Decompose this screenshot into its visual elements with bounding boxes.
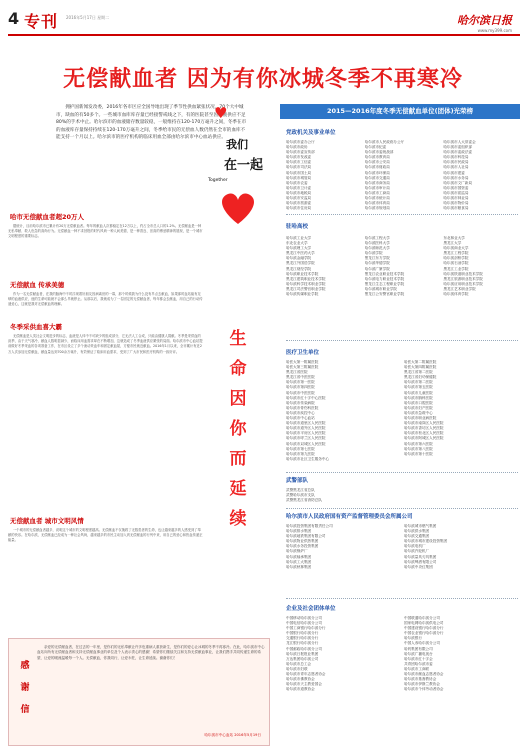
unit-name: 哈尔滨市国土局 <box>286 170 312 175</box>
article-paragraph-2: 作为一名无偿献血者，在我的脑海中不时浮现着好朋友因病离世的一幕，那个时候我为什么没有早点去献血，如果那时血站能有足够的血液供应，他的生命可能就不会那么早就停止。从那以后，我就成为了一名固定的无偿献血者，每年都会去献血，用自己的行动传递爱心，这就是我对无偿献血的理解。 <box>8 292 203 307</box>
thanks-text: 亲爱的无偿献血者，在过去的一年里，是你们的无私奉献让许多危重病人重获新生，是你们的爱心让冰城的冬季不再寒冷。在此，哈尔滨市中心血站向所有无偿献血者和支持无偿献血事业的单位及个人表示衷心的感谢！希望你们继续关注和支持无偿献血事业，让我们携手共同传递生命的希望，让爱的暖流温暖每一个人。无偿献血，你我同行，让爱永驻，让生命延续。谢谢你们！ <box>37 645 265 660</box>
unit-name: 哈尔滨市委统战部 <box>364 150 394 155</box>
unit-name: 哈尔滨商业大学 <box>443 246 469 251</box>
unit-name: 哈尔滨市人大常委会 <box>443 140 476 144</box>
unit-name: 东北农业大学 <box>286 241 308 246</box>
unit-name: 哈尔滨市纪委 <box>364 145 387 150</box>
article-paragraph-1: 据统计，目前哈尔滨市已累计有20万无偿献血者。每年的献血人次都稳定在12万以上，约占全市总人口的1.2%。无偿献血是一种无私奉献、救人危急的高尚行为。无偿献血一种不求回报的时代风尚一种人间美德，是一种善良、崇高的博爱精神的展现，是一个城市文明程度的重要标志。 <box>8 224 203 239</box>
unit-name: 哈尔滨电力职业技术学院 <box>364 276 405 281</box>
unit-name: 哈尔滨银行 <box>404 636 422 641</box>
unit-name: 哈尔滨市发改委 <box>286 155 312 160</box>
divider <box>286 214 518 215</box>
unit-name: 哈尔滨市委办公厅 <box>286 140 315 144</box>
unit-name: 哈尔滨市统计局 <box>364 196 390 201</box>
heart-hands-icon <box>216 188 260 228</box>
unit-name: 哈尔滨市体育局 <box>364 201 390 206</box>
unit-name: 哈尔滨市第十医院 <box>404 451 433 456</box>
unit-name: 哈医大第一附属医院 <box>286 360 319 364</box>
unit-name: 黑龙江省中医医院 <box>286 375 315 380</box>
unit-name: 哈尔滨传媒职业学院 <box>286 292 319 297</box>
unit-name: 哈尔滨市地税局 <box>286 190 312 195</box>
unit-name: 哈尔滨市传染病院 <box>286 400 315 405</box>
unit-name: 黑龙江省第二医院 <box>404 370 433 375</box>
unit-name: 哈尔滨市呼兰区人民医院 <box>286 436 326 441</box>
unit-name: 哈尔滨市政协 <box>286 145 308 150</box>
unit-name: 哈尔滨市人民政府办公厅 <box>364 140 405 144</box>
unit-name: 哈尔滨市献血志愿者协会 <box>404 672 444 677</box>
poster-together: Together <box>208 178 228 183</box>
unit-name: 哈尔滨市平房区人民医院 <box>286 431 326 436</box>
unit-name: 哈尔滨市妇联 <box>286 666 308 671</box>
unit-name: 交通银行哈尔滨分行 <box>286 636 319 641</box>
unit-name: 万达集团哈尔滨公司 <box>286 656 319 661</box>
divider <box>286 598 518 599</box>
unit-name: 中国电信哈尔滨分公司 <box>286 621 322 626</box>
unit-name: 哈尔滨啤酒有限公司 <box>404 559 437 564</box>
unit-name: 哈尔滨市林业局 <box>443 196 469 201</box>
article-paragraph-3: 无偿献血是人类社会文明进步的标志，血液是人体中不可缺少的组成部分，它无法人工合成，只能由健康人捐献。冬季是采供血的淡季，由于天气寒冷，献血人数明显减少，而临床用血需求却在不断增加，这就造成了冬季血液供应紧张的局面。哈尔滨市中心血站提前做好冬季采血的各项准备工作，在市区设立了多个流动采血车和固定献血屋，方便市民就近献血。2016年1月以来，全市累计有近2万人次参加无偿献血，献血量达到700余万毫升，有效保证了临床用血需求，受到了广大市民和医疗机构的一致好评。 <box>8 334 203 354</box>
group-list-gov <box>286 140 518 211</box>
unit-name: 哈尔滨市教育局 <box>364 155 390 160</box>
unit-name: 哈尔滨汽轮机厂 <box>404 549 430 554</box>
unit-name: 哈尔滨市城市建设投资集团 <box>404 539 448 544</box>
unit-name: 哈尔滨市第九医院 <box>286 451 315 456</box>
unit-name: 哈尔滨体育学院 <box>443 292 469 297</box>
unit-name: 哈尔滨市职业病医院 <box>404 416 437 421</box>
unit-name: 中国建设银行哈尔滨分行 <box>404 626 444 631</box>
unit-name: 龙江银行哈尔滨分行 <box>286 641 319 646</box>
unit-name: 哈尔滨市第一医院 <box>286 380 315 385</box>
unit-name: 哈尔滨市粮食局 <box>443 206 469 211</box>
header-divider <box>8 34 520 36</box>
unit-name: 哈尔滨市儿童医院 <box>404 390 433 395</box>
unit-name: 哈尔滨华德学院 <box>364 261 390 266</box>
unit-name: 黑龙江大学 <box>443 241 462 246</box>
unit-name: 哈尔滨市红十字会 <box>404 656 433 661</box>
unit-name: 哈尔滨市骨伤科医院 <box>286 405 319 410</box>
unit-name: 黑龙江工业学院 <box>443 266 469 271</box>
unit-name: 哈尔滨投资集团有限责任公司 <box>286 524 333 528</box>
unit-name: 中国邮政哈尔滨分公司 <box>286 646 322 651</box>
unit-name: 哈尔滨市总工会 <box>286 661 312 666</box>
unit-name: 哈尔滨市建委 <box>443 170 465 175</box>
website-url[interactable]: www.my399.com <box>477 28 512 33</box>
group-title-soe: 哈尔滨市人民政府国有资产监督管理委员会所属公司 <box>286 514 413 520</box>
thanks-signature: 哈尔滨市中心血站 2016年5月19日 <box>204 733 261 737</box>
unit-name: 哈尔滨市红十字中心医院 <box>286 395 326 400</box>
unit-name: 黑龙江建筑职业技术学院 <box>286 276 326 281</box>
unit-name: 哈尔滨市道教协会 <box>286 687 315 692</box>
group-title-armed-police: 武警部队 <box>286 478 309 484</box>
unit-name: 哈尔滨市妇产医院 <box>404 405 433 410</box>
heart-icon: ♥ <box>214 104 228 122</box>
group-list-soe <box>286 524 518 570</box>
unit-name: 哈医大第二附属医院 <box>404 360 437 364</box>
unit-name: 东北林业大学 <box>443 236 465 240</box>
unit-name: 哈尔滨市委政法委 <box>443 150 473 155</box>
unit-name: 哈尔滨市规划局 <box>364 206 390 211</box>
unit-name: 哈尔滨市第七医院 <box>286 446 315 451</box>
poster-line-1: 我们 <box>226 138 248 151</box>
unit-name: 哈尔滨市文广新局 <box>443 180 473 185</box>
unit-name: 中国人寿哈尔滨分公司 <box>404 641 440 646</box>
unit-name: 哈尔滨市水务局 <box>443 175 469 180</box>
unit-name: 哈尔滨市道里区人民医院 <box>286 421 326 426</box>
issue-date: 2016年5月17日 星期二 <box>66 15 110 20</box>
unit-name: 黑龙江公安警官职业学院 <box>364 292 405 297</box>
unit-name: 哈尔滨市香坊区人民医院 <box>404 426 444 431</box>
unit-name: 哈尔滨排水集团 <box>286 529 312 534</box>
section-heading-1: 哈市无偿献血者超20万人 <box>10 213 85 221</box>
unit-name: 哈尔滨市商务局 <box>364 180 390 185</box>
unit-name: 哈尔滨市交通局 <box>364 175 390 180</box>
unit-name: 哈尔滨城市职业学院 <box>364 286 397 291</box>
unit-name: 黑龙江省医院 <box>286 370 308 375</box>
unit-name: 哈尔滨市卫计委 <box>286 185 312 190</box>
unit-name: 哈尔滨市物价局 <box>443 201 469 206</box>
unit-name: 哈尔滨铁道职业技术学院 <box>443 271 483 276</box>
unit-name: 哈尔滨电机厂 <box>404 544 426 549</box>
unit-name: 哈尔滨市天主教爱国会 <box>286 682 322 687</box>
unit-name: 哈药集团有限公司 <box>404 646 433 651</box>
unit-name: 哈尔滨市委组织部 <box>443 145 473 150</box>
unit-name: 哈尔滨市急救中心 <box>404 410 433 415</box>
unit-name: 哈尔滨市工信委 <box>286 160 312 165</box>
unit-name: 哈尔滨市第八医院 <box>404 446 433 451</box>
unit-name: 哈尔滨市审计局 <box>364 185 390 190</box>
unit-name: 哈尔滨量具刃具集团 <box>404 554 437 559</box>
article-paragraph-4: 一个城市的无偿献血者越多，说明这个城市的文明程度越高。无偿献血不仅挽救了无数患者的生命，也让越来越多的人感受到了奉献的快乐。在哈尔滨，无偿献血已经成为一种社会风尚，越来越多的市民主动加入到无偿献血的行列中来，用自己的爱心和热血传递正能量。 <box>8 528 203 543</box>
unit-name: 哈尔滨市委宣传部 <box>286 150 315 155</box>
thanks-label: 感谢信 <box>20 661 30 715</box>
newspaper-logo: 哈尔滨日报 <box>457 14 512 27</box>
unit-name: 哈尔滨市松北区人民医院 <box>404 431 444 436</box>
divider <box>286 472 518 473</box>
unit-name: 中国银行哈尔滨分行 <box>286 631 319 636</box>
unit-name: 哈尔滨市双城区人民医院 <box>286 441 326 446</box>
unit-name: 哈尔滨物业供热集团 <box>286 539 319 544</box>
page-number: 4 <box>8 9 20 28</box>
unit-name: 哈尔滨市中心血站 <box>286 416 315 421</box>
unit-name: 哈尔滨市第六医院 <box>404 441 433 446</box>
unit-name: 哈尔滨市口腔医院 <box>404 400 433 405</box>
honor-roll-banner: 2015—2016年度冬季无偿献血单位(团体)光荣榜 <box>280 104 520 119</box>
unit-name: 哈尔滨工大集团 <box>286 559 312 564</box>
divider <box>286 340 518 341</box>
unit-name: 哈尔滨市民政局 <box>443 160 469 165</box>
unit-name: 哈尔滨市疾控中心 <box>286 410 315 415</box>
unit-name: 哈尔滨科学技术职业学院 <box>286 281 326 286</box>
poster-line-2: 在一起 <box>224 158 264 173</box>
unit-name: 哈尔滨石油学院 <box>443 261 469 266</box>
unit-name: 中国移动哈尔滨分公司 <box>286 616 322 620</box>
divider <box>286 508 518 509</box>
unit-name: 哈尔滨供水集团 <box>404 529 430 534</box>
unit-name: 哈尔滨市个体劳动者协会 <box>404 687 444 692</box>
unit-name: 哈尔滨市司法局 <box>286 165 312 170</box>
unit-name: 哈尔滨市国资委 <box>443 185 469 190</box>
unit-name: 哈尔滨市第二医院 <box>404 380 433 385</box>
unit-name: 哈尔滨市道外区人民医院 <box>286 426 326 431</box>
unit-name: 黑龙江财经学院 <box>286 266 312 271</box>
unit-name: 哈尔滨市第四医院 <box>286 385 315 390</box>
unit-name: 哈尔滨市环保局 <box>364 170 390 175</box>
group-title-enterprises: 企业及社会团体单位 <box>286 606 336 612</box>
unit-name: 哈尔滨市工商联 <box>404 666 430 671</box>
page-header <box>0 0 526 44</box>
unit-name: 国家电网哈尔滨供电公司 <box>404 621 444 626</box>
unit-name: 哈尔滨市青年志愿者协会 <box>286 672 326 677</box>
group-list-universities <box>286 236 518 297</box>
unit-name: 哈尔滨医科大学 <box>364 241 390 246</box>
unit-name: 黑龙江省妇幼保健院 <box>404 375 437 380</box>
group-title-medical: 医疗卫生单位 <box>286 350 320 356</box>
unit-name: 哈尔滨市南岗区人民医院 <box>404 421 444 426</box>
unit-name: 武警黑龙江省总队 <box>286 488 315 492</box>
unit-name: 哈尔滨日报报业集团 <box>286 651 319 656</box>
unit-name: 哈尔滨市旅游委 <box>286 201 312 206</box>
section-heading-3: 冬季采供血喜大霸 <box>10 323 62 331</box>
unit-name: 哈尔滨金融学院 <box>286 256 312 261</box>
unit-name: 哈尔滨剑桥学院 <box>443 256 469 261</box>
poster-graphic <box>206 104 270 634</box>
unit-name: 黑龙江艺术职业学院 <box>443 286 476 291</box>
group-list-enterprises <box>286 616 518 692</box>
unit-name: 哈尔滨学院 <box>364 251 383 256</box>
unit-name: 哈尔滨市工商局 <box>364 190 390 195</box>
unit-name: 中国工商银行哈尔滨分行 <box>286 626 326 631</box>
unit-name: 黑龙江外国语学院 <box>286 261 315 266</box>
unit-name: 哈尔滨市社区卫生服务中心 <box>286 456 330 461</box>
headline: 无偿献血者 因为有你冰城冬季不再寒冷 <box>63 67 463 92</box>
unit-name: 共青团哈尔滨市委 <box>404 661 433 666</box>
intro-text: 拥护国新闻发改委，2016年各市区应全国导地出现了季节性供血紧张状况，70个大中城市，缺血的有50多个。一些城市血库库存量已经接警戒线之下，有的医院甚至因血液供应不足80%的手术中止。哈尔滨市的血液储存数量较稳，一般维持在120-170万毫升之间，冬季在市的血液库存量保持持续在120-170万毫升之间，冬季给市民的无偿血人数仍然在全市的血库不能支持一个月以上。哈尔滨市的医疗机构的临床用血全部由哈尔滨市中心血站供应。 <box>56 105 247 140</box>
thanks-letter <box>8 638 270 746</box>
unit-name: 哈尔滨交通集团 <box>404 534 430 539</box>
unit-name: 哈尔滨市胸科医院 <box>404 395 433 400</box>
unit-name: 哈尔滨地铁集团有限公司 <box>286 534 326 539</box>
unit-name: 哈医大第三附属医院 <box>286 365 319 370</box>
unit-name: 哈尔滨市佛教协会 <box>286 677 315 682</box>
unit-name: 哈尔滨师范大学 <box>364 246 390 251</box>
unit-name: 黑龙江生态工程职业学院 <box>364 281 405 286</box>
unit-name: 哈尔滨广播电视台 <box>404 651 433 656</box>
unit-name: 哈尔滨广厦学院 <box>364 266 390 271</box>
group-list-medical <box>286 360 518 462</box>
group-title-gov: 党政机关及事业单位 <box>286 130 336 136</box>
section-heading-2: 无偿献血 传承美德 <box>10 281 65 289</box>
unit-name: 哈尔滨工程大学 <box>364 236 390 240</box>
unit-name: 哈尔滨市城管局 <box>286 175 312 180</box>
unit-name: 哈尔滨水务投资集团 <box>286 544 319 549</box>
unit-name: 哈尔滨市科技局 <box>443 155 469 160</box>
column-name: 专刊 <box>24 12 59 31</box>
section-heading-4: 无偿献血者 城市文明风情 <box>10 517 84 525</box>
unit-name: 哈尔滨市第五医院 <box>404 385 433 390</box>
unit-name: 哈尔滨市中医医院 <box>286 390 315 395</box>
group-title-universities: 驻哈高校 <box>286 224 309 230</box>
unit-name: 哈尔滨市阿城区人民医院 <box>404 436 444 441</box>
unit-name: 哈尔滨理工大学 <box>286 246 312 251</box>
unit-name: 哈尔滨应用职业技术学院 <box>443 281 483 286</box>
unit-name: 武警哈尔滨市支队 <box>286 493 315 498</box>
unit-name: 黑龙江东方学院 <box>364 256 390 261</box>
unit-name: 中国农业银行哈尔滨分行 <box>404 631 444 636</box>
unit-name: 哈尔滨秋林集团 <box>286 564 312 569</box>
unit-name: 哈尔滨市安监局 <box>286 196 312 201</box>
unit-name: 黑龙江司法警官职业学院 <box>286 286 326 291</box>
unit-name: 哈尔滨市伊斯兰教协会 <box>404 682 440 687</box>
unit-name: 武警黑龙江省消防总队 <box>286 498 322 503</box>
unit-name: 哈尔滨锅炉厂 <box>286 549 308 554</box>
unit-name: 哈尔滨市质监局 <box>443 190 469 195</box>
unit-name: 黑龙江工程学院 <box>443 251 469 256</box>
unit-name: 哈尔滨中央红集团 <box>404 564 433 569</box>
unit-name: 哈尔滨市基督教协会 <box>404 677 437 682</box>
unit-name: 中国联通哈尔滨分公司 <box>404 616 440 620</box>
unit-name: 哈尔滨市财政局 <box>364 165 390 170</box>
unit-name: 哈尔滨轴承集团 <box>286 554 312 559</box>
unit-name: 哈尔滨城市燃气集团 <box>404 524 437 528</box>
poster-vertical-slogan: 生命因你而延续 <box>229 329 247 529</box>
group-list-armed-police <box>286 488 406 503</box>
unit-name: 哈尔滨职业技术学院 <box>286 271 319 276</box>
unit-name: 哈尔滨市农委 <box>286 180 308 185</box>
unit-name: 黑龙江旅游职业技术学院 <box>443 276 483 281</box>
unit-name: 黑龙江中医药大学 <box>286 251 315 256</box>
unit-name: 哈尔滨市人社局 <box>443 165 469 170</box>
unit-name: 哈尔滨市公安局 <box>364 160 390 165</box>
unit-name: 哈尔滨市住房局 <box>286 206 312 211</box>
unit-name: 哈尔滨工业大学 <box>286 236 312 240</box>
unit-name: 黑龙江农业职业技术学院 <box>364 271 405 276</box>
unit-name: 哈医大第四附属医院 <box>404 365 437 370</box>
